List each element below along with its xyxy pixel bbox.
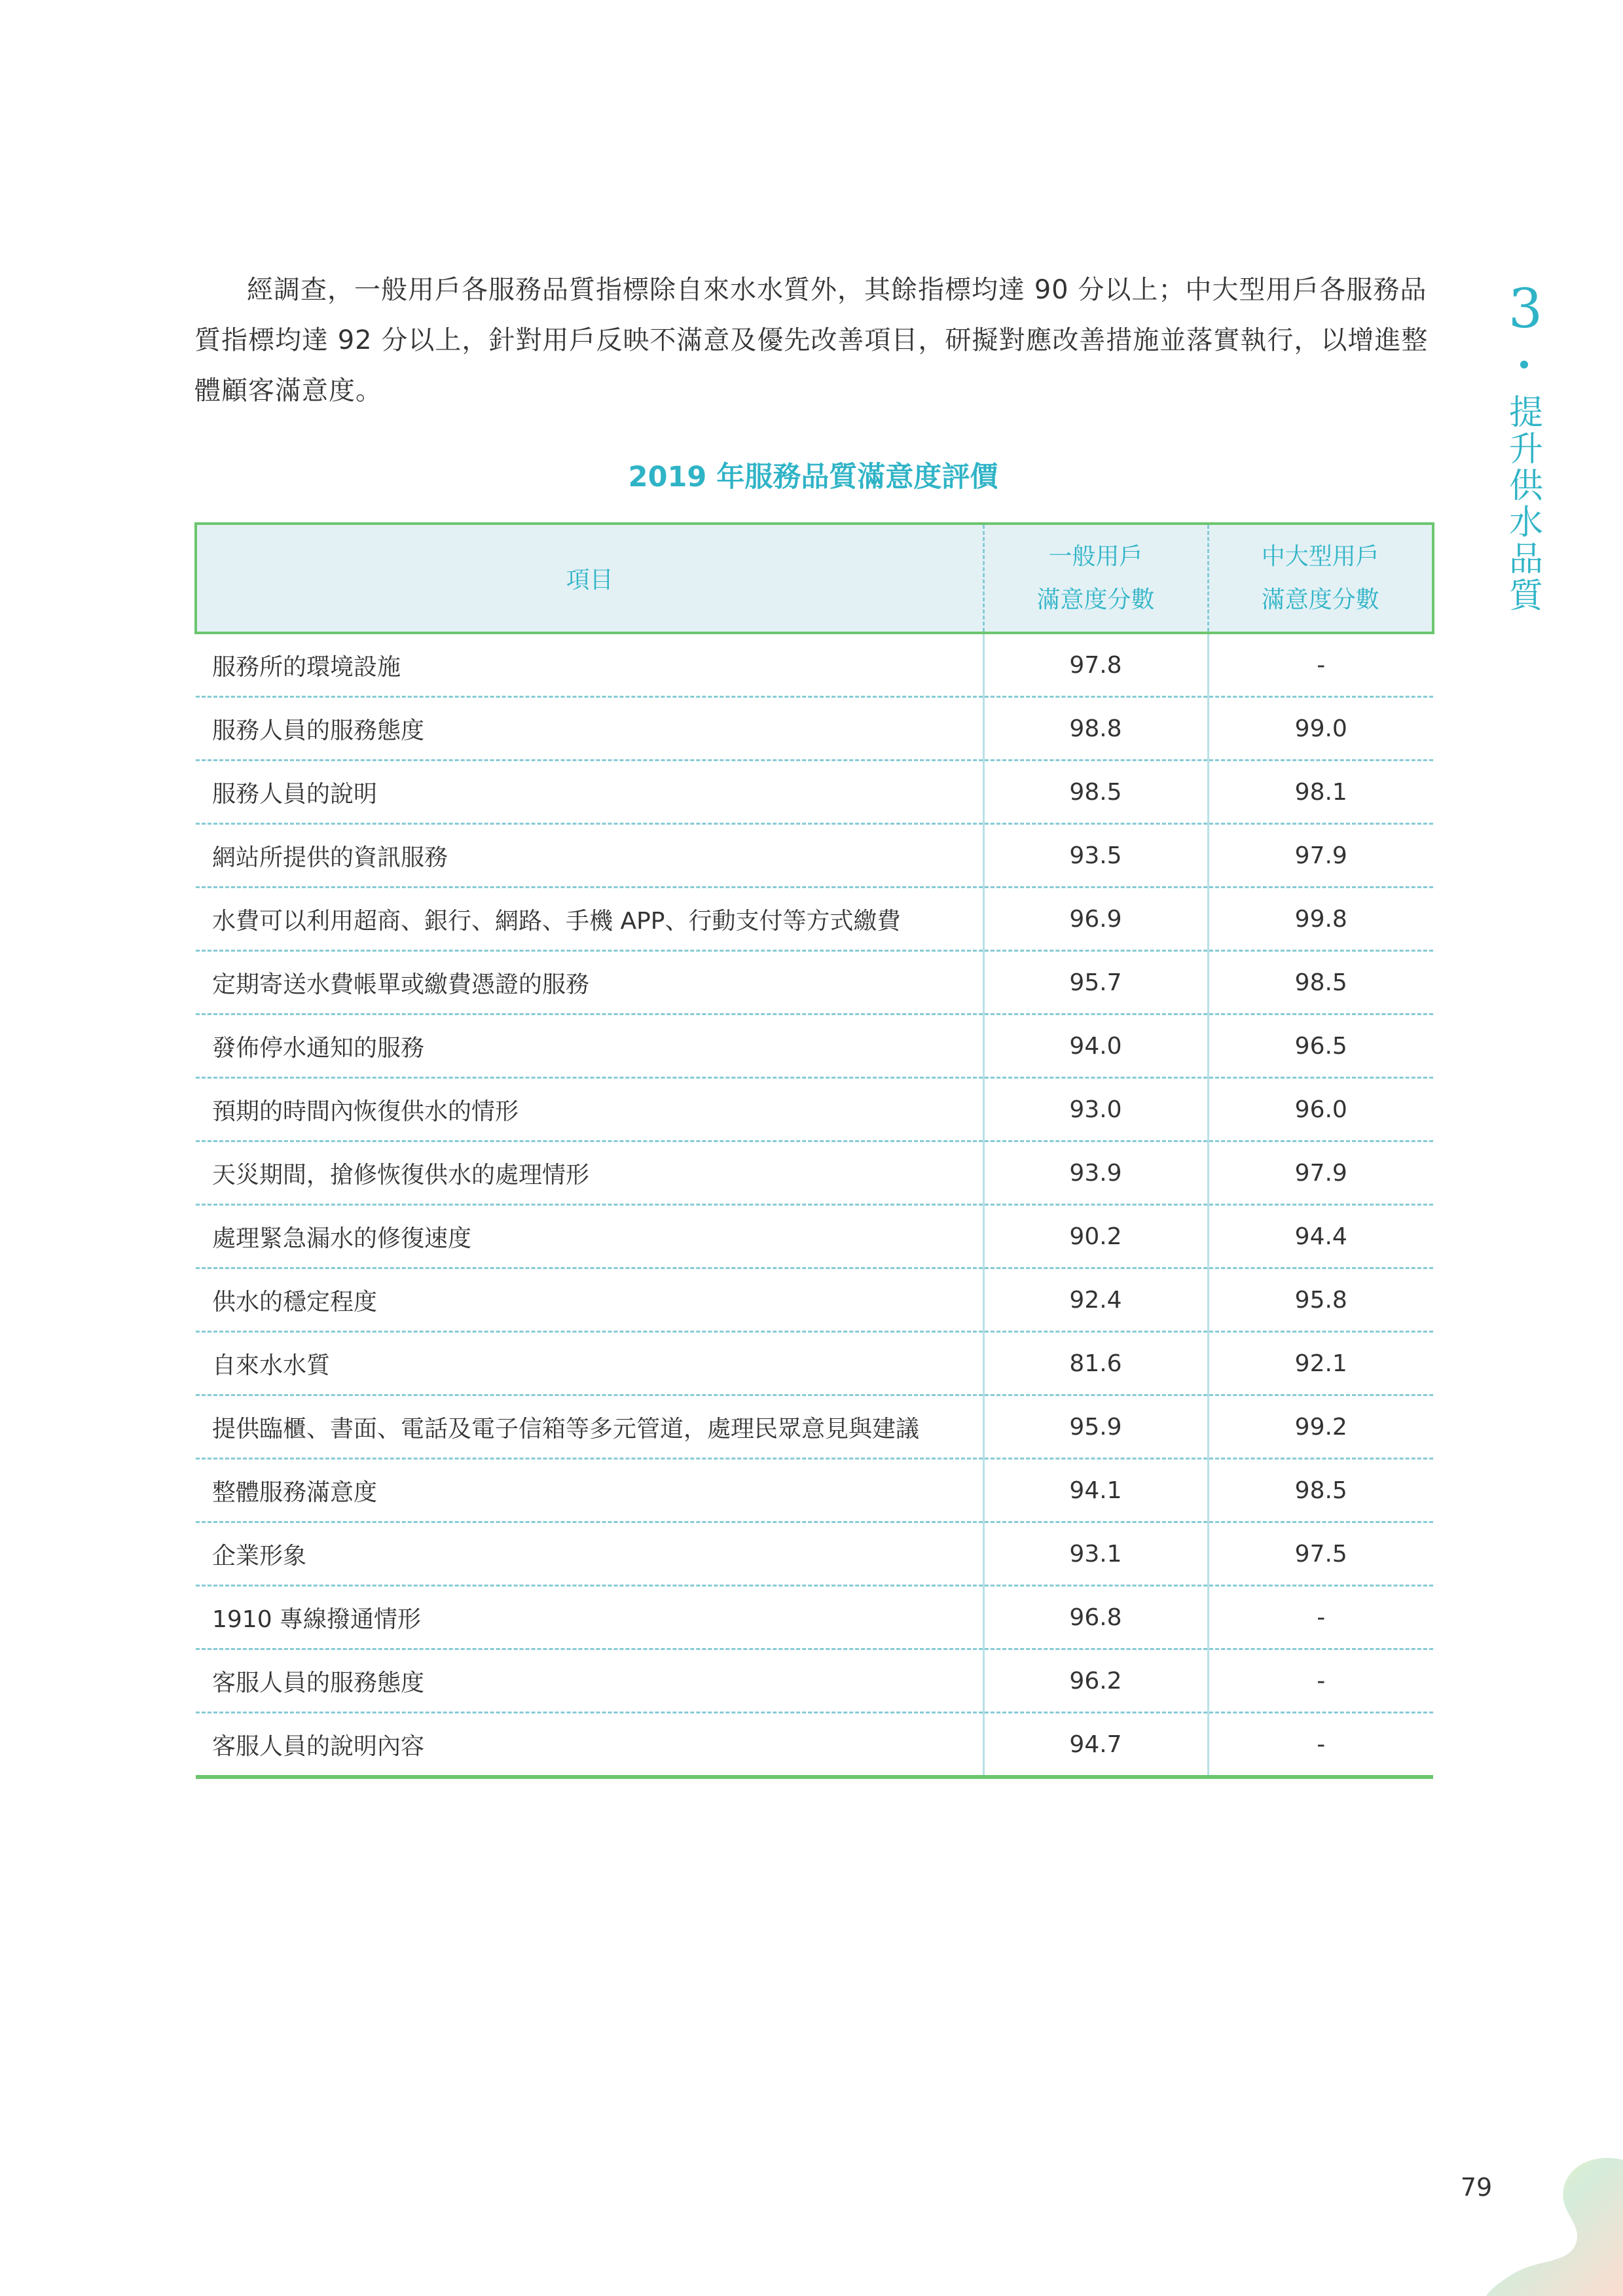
header-large-score xyxy=(1208,524,1433,633)
row-large-score: 97.5 xyxy=(1208,1522,1433,1586)
row-general-score: 93.1 xyxy=(983,1522,1208,1586)
row-item: 預期的時間內恢復供水的情形 xyxy=(196,1078,983,1141)
header-general-score xyxy=(983,524,1208,633)
row-item: 服務人員的說明 xyxy=(196,761,983,824)
row-large-score: 92.1 xyxy=(1208,1332,1433,1395)
header-item xyxy=(196,524,983,633)
table-row xyxy=(196,1522,1433,1586)
header-large-line1: 中大型用戶 xyxy=(1261,543,1379,570)
chapter-number: 3 xyxy=(1508,278,1543,340)
row-general-score: 81.6 xyxy=(983,1332,1208,1395)
row-item: 1910 專線撥通情形 xyxy=(196,1586,983,1649)
table-row xyxy=(196,888,1433,951)
row-general-score: 97.8 xyxy=(983,633,1208,697)
row-large-score: 94.4 xyxy=(1208,1205,1433,1268)
satisfaction-table xyxy=(194,522,1434,1779)
table-row xyxy=(196,1014,1433,1078)
table-row xyxy=(196,1713,1433,1778)
row-large-score: 96.5 xyxy=(1208,1014,1433,1078)
row-large-score: 95.8 xyxy=(1208,1268,1433,1332)
table-row xyxy=(196,761,1433,824)
table-row xyxy=(196,1586,1433,1649)
table-row xyxy=(196,1395,1433,1459)
row-general-score: 95.9 xyxy=(983,1395,1208,1459)
table-header-row xyxy=(196,524,1433,633)
row-large-score: 98.5 xyxy=(1208,1459,1433,1522)
table-row xyxy=(196,1649,1433,1713)
row-large-score: 97.9 xyxy=(1208,1141,1433,1205)
row-large-score: 99.8 xyxy=(1208,888,1433,951)
row-item: 整體服務滿意度 xyxy=(196,1459,983,1522)
row-large-score: - xyxy=(1208,1713,1433,1778)
row-item: 處理緊急漏水的修復速度 xyxy=(196,1205,983,1268)
row-item: 水費可以利用超商、銀行、網路、手機 APP、行動支付等方式繳費 xyxy=(196,888,983,951)
row-item: 定期寄送水費帳單或繳費憑證的服務 xyxy=(196,951,983,1014)
row-item: 客服人員的服務態度 xyxy=(196,1649,983,1713)
table-row xyxy=(196,1332,1433,1395)
row-general-score: 93.5 xyxy=(983,824,1208,888)
table-title: 2019 年服務品質滿意度評價 xyxy=(628,461,998,493)
row-large-score: - xyxy=(1208,633,1433,697)
row-general-score: 94.1 xyxy=(983,1459,1208,1522)
table-row xyxy=(196,1205,1433,1268)
row-large-score: - xyxy=(1208,1586,1433,1649)
row-item: 客服人員的說明內容 xyxy=(196,1713,983,1778)
page-number: 79 xyxy=(1460,2173,1493,2202)
header-general-line2: 滿意度分數 xyxy=(1036,586,1155,613)
row-general-score: 96.2 xyxy=(983,1649,1208,1713)
row-large-score: 98.1 xyxy=(1208,761,1433,824)
decorative-blob-graphic xyxy=(1460,2153,1623,2296)
row-general-score: 92.4 xyxy=(983,1268,1208,1332)
row-item: 服務人員的服務態度 xyxy=(196,697,983,761)
row-general-score: 95.7 xyxy=(983,951,1208,1014)
row-item: 企業形象 xyxy=(196,1522,983,1586)
chapter-title: 提升供水品質 xyxy=(1508,393,1543,616)
table-row xyxy=(196,1268,1433,1332)
row-general-score: 96.9 xyxy=(983,888,1208,951)
row-general-score: 94.0 xyxy=(983,1014,1208,1078)
table-row xyxy=(196,697,1433,761)
row-item: 天災期間，搶修恢復供水的處理情形 xyxy=(196,1141,983,1205)
row-general-score: 98.8 xyxy=(983,697,1208,761)
row-general-score: 93.9 xyxy=(983,1141,1208,1205)
header-large-line2: 滿意度分數 xyxy=(1261,586,1379,613)
row-general-score: 98.5 xyxy=(983,761,1208,824)
chapter-dot xyxy=(1520,361,1528,368)
row-general-score: 96.8 xyxy=(983,1586,1208,1649)
table-row xyxy=(196,824,1433,888)
row-item: 發佈停水通知的服務 xyxy=(196,1014,983,1078)
satisfaction-table-container xyxy=(194,522,1432,1779)
row-large-score: 99.2 xyxy=(1208,1395,1433,1459)
row-large-score: 97.9 xyxy=(1208,824,1433,888)
table-body xyxy=(196,633,1433,1777)
intro-paragraph: 經調查，一般用戶各服務品質指標除自來水水質外，其餘指標均達 90 分以上；中大型用戶各服務品質指標均達 92 分以上，針對用戶反映不滿意及優先改善項目，研擬對應改善措施並落實執行，以增進整體顧客滿意度。 xyxy=(194,275,1429,406)
table-row xyxy=(196,1141,1433,1205)
row-item: 自來水水質 xyxy=(196,1332,983,1395)
header-item-label: 項目 xyxy=(566,567,613,594)
decorative-blob-shape xyxy=(1486,2158,1623,2296)
table-row xyxy=(196,1078,1433,1141)
row-general-score: 94.7 xyxy=(983,1713,1208,1778)
header-general-line1: 一般用戶 xyxy=(1048,543,1143,570)
row-item: 供水的穩定程度 xyxy=(196,1268,983,1332)
table-row xyxy=(196,633,1433,697)
row-item: 服務所的環境設施 xyxy=(196,633,983,697)
row-large-score: 98.5 xyxy=(1208,951,1433,1014)
row-large-score: - xyxy=(1208,1649,1433,1713)
table-row xyxy=(196,1459,1433,1522)
row-large-score: 99.0 xyxy=(1208,697,1433,761)
row-item: 網站所提供的資訊服務 xyxy=(196,824,983,888)
row-large-score: 96.0 xyxy=(1208,1078,1433,1141)
row-general-score: 90.2 xyxy=(983,1205,1208,1268)
table-row xyxy=(196,951,1433,1014)
row-item: 提供臨櫃、書面、電話及電子信箱等多元管道，處理民眾意見與建議 xyxy=(196,1395,983,1459)
row-general-score: 93.0 xyxy=(983,1078,1208,1141)
